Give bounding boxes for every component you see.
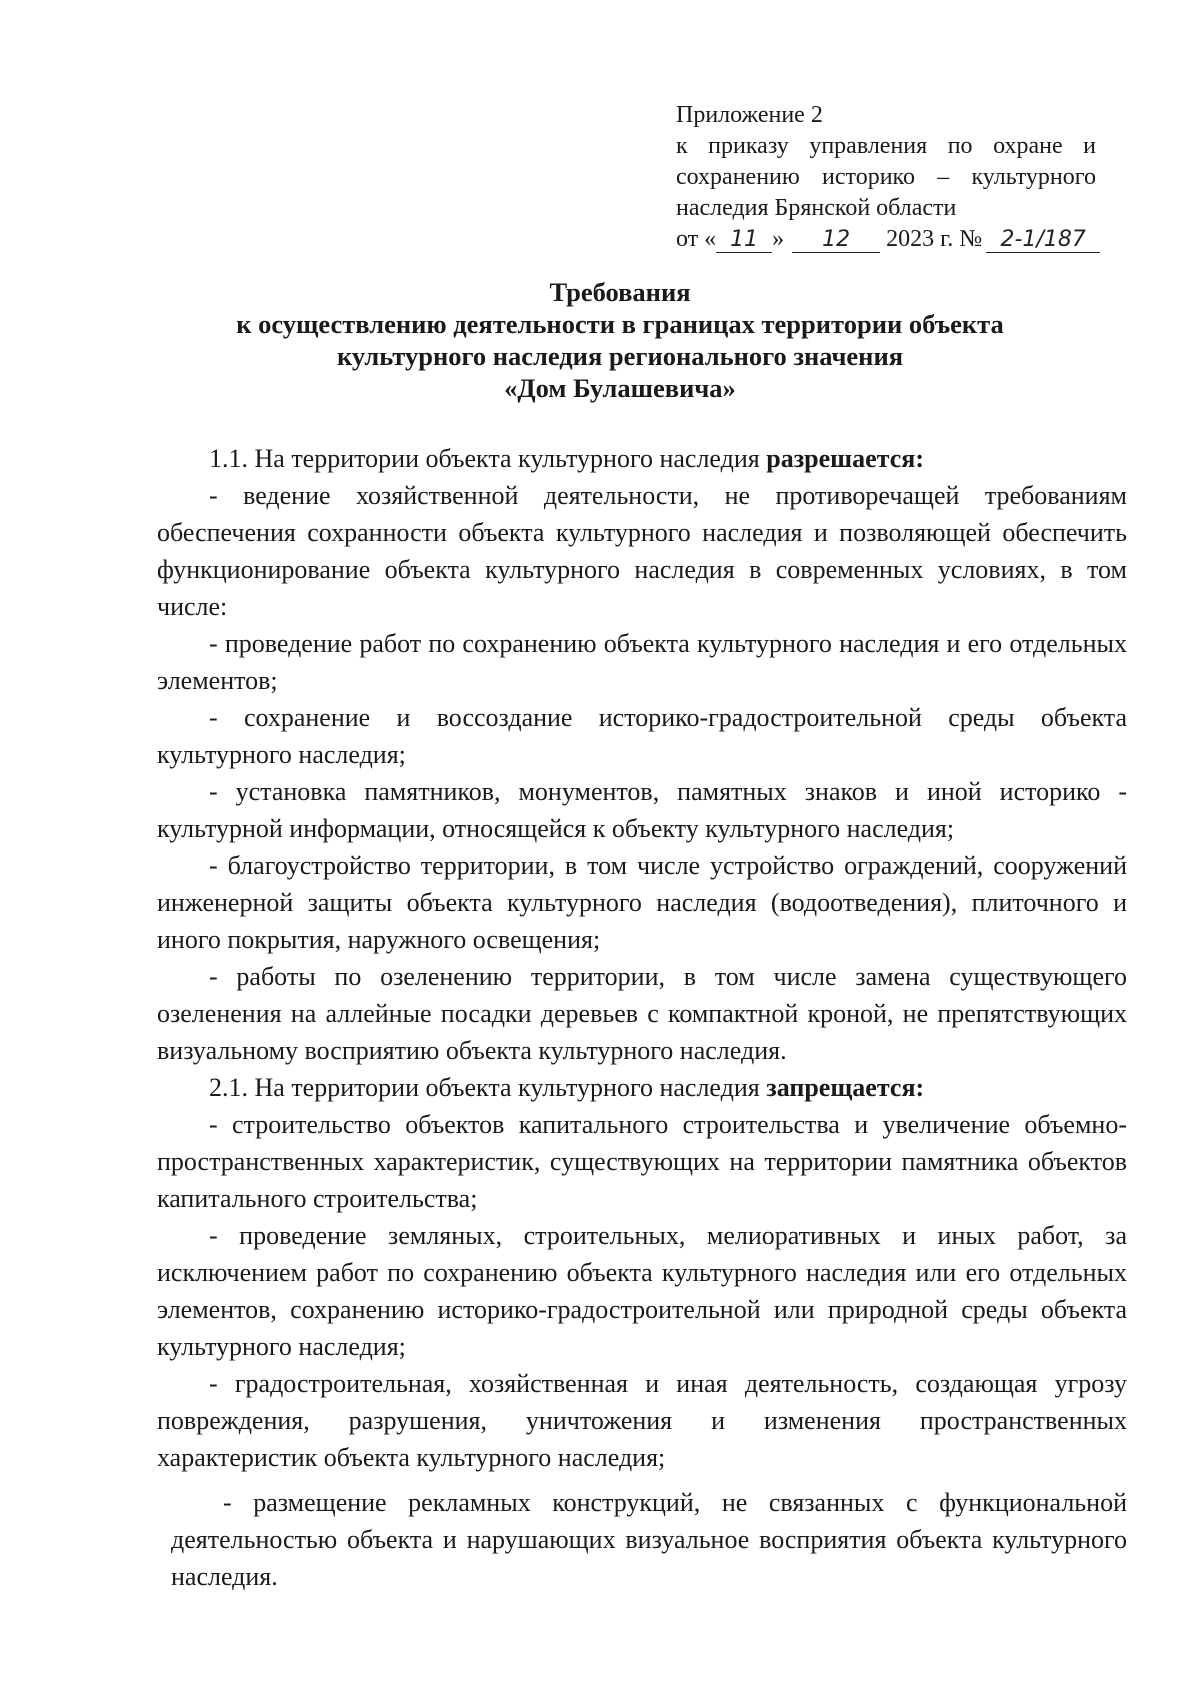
annex-line-1: к приказу управления по охране и — [676, 133, 1096, 159]
annex-line-3: наследия Брянской области — [676, 195, 957, 221]
section-2-item: - размещение рекламных конструкций, не связанных с функциональной деятельностью объекта и нарушающих визуальное восприятия объекта культурного наследия. — [171, 1488, 1127, 1591]
section-1-item: - установка памятников, монументов, памятных знаков и иной историко - культурной информации, относящейся к объекту культурного наследия; — [157, 777, 1127, 843]
year-text: 2023 г. № — [886, 226, 983, 252]
section-1-lead-keyword: разрешается: — [766, 444, 925, 473]
document-title — [100, 276, 1140, 404]
handwritten-month: 12 — [792, 228, 880, 253]
section-1-item: - проведение работ по сохранению объекта культурного наследия и его отдельных элементов; — [157, 629, 1127, 695]
section-1-item: - сохранение и воссоздание историко-градостроительной среды объекта культурного наследия; — [157, 703, 1127, 769]
title-line-3: культурного наследия регионального значения — [336, 341, 904, 371]
section-2-item: - строительство объектов капитального строительства и увеличение объемно-пространственных характеристик, существующих на территории памятника объектов капитального строительства; — [157, 1110, 1127, 1213]
annex-date-line — [676, 224, 1096, 255]
section-1-item: - благоустройство территории, в том числе устройство ограждений, сооружений инженерной защиты объекта культурного наследия (водоотведения), плиточного и иного покрытия, наружного освещения; — [157, 851, 1127, 954]
section-1-lead-text: 1.1. На территории объекта культурного наследия — [209, 444, 767, 473]
annex-line-2: сохранению историко – культурного — [676, 164, 1096, 190]
handwritten-order-number: 2-1/187 — [986, 228, 1100, 253]
handwritten-day: 11 — [716, 228, 772, 253]
section-1-item: - работы по озеленению территории, в том числе замена существующего озеленения на аллейные посадки деревьев с компактной кроной, не препятствующих визуальному восприятию объекта культурного наследия. — [157, 962, 1127, 1065]
section-1-lead — [157, 440, 1127, 477]
date-mid: » — [772, 226, 785, 252]
document-body — [157, 440, 1127, 1595]
title-line-1: Требования — [549, 277, 691, 307]
annex-title: Приложение 2 — [676, 102, 823, 128]
section-2-lead-keyword: запрещается: — [766, 1073, 925, 1102]
title-line-4: «Дом Булашевича» — [504, 373, 736, 403]
section-2-lead — [157, 1069, 1127, 1106]
title-line-2: к осуществлению деятельности в границах территории объекта — [236, 309, 1004, 339]
section-2-item: - градостроительная, хозяйственная и иная деятельность, создающая угрозу повреждения, разрушения, уничтожения и изменения пространственных характеристик объекта культурного наследия; — [157, 1369, 1127, 1472]
section-2-lead-text: 2.1. На территории объекта культурного наследия — [209, 1073, 767, 1102]
date-prefix: от « — [676, 226, 717, 252]
annex-header — [676, 100, 1096, 255]
section-1-item: - ведение хозяйственной деятельности, не противоречащей требованиям обеспечения сохранности объекта культурного наследия и позволяющей обеспечить функционирование объекта культурного наследия в современных условиях, в том числе: — [157, 481, 1127, 621]
section-2-item: - проведение земляных, строительных, мелиоративных и иных работ, за исключением работ по сохранению объекта культурного наследия или его отдельных элементов, сохранению историко-градостроительной или природной среды объекта культурного наследия; — [157, 1221, 1127, 1361]
